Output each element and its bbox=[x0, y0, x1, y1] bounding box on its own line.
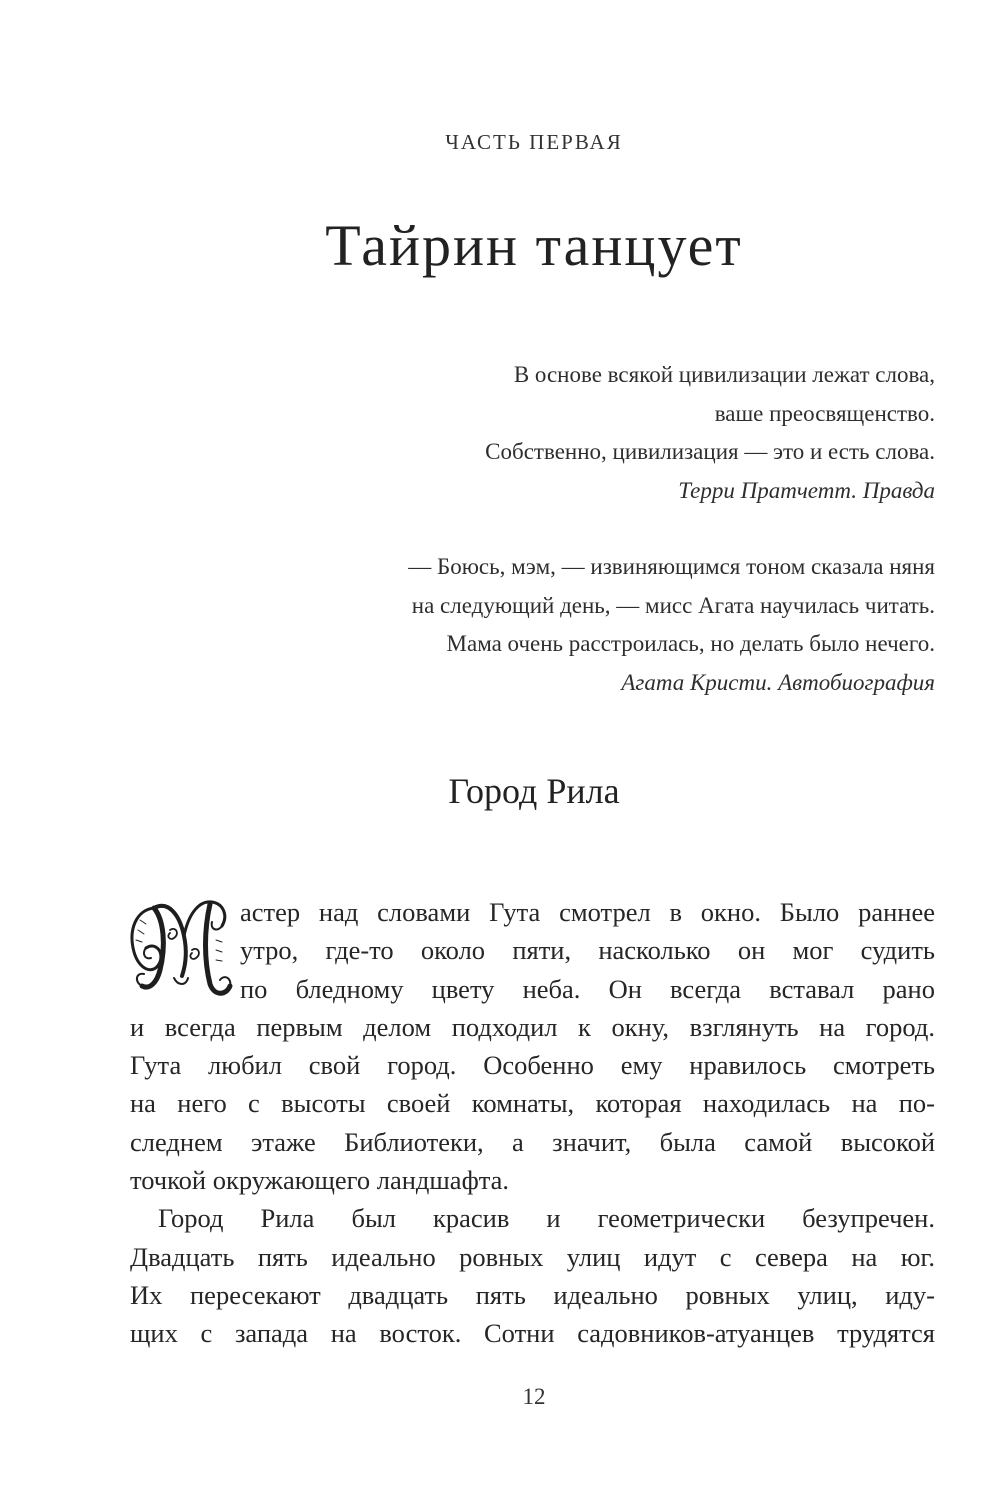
body-line: Их пересекают двадцать пять идеально ровных улиц, иду- bbox=[130, 1279, 935, 1310]
body-line: Двадцать пять идеально ровных улиц идут с севера на юг. bbox=[130, 1241, 935, 1272]
body-line: по бледному цвету неба. Он всегда вставал рано bbox=[240, 973, 935, 1004]
body-line: следнем этаже Библиотеки, а значит, была самой высокой bbox=[130, 1126, 935, 1157]
epigraph-attribution: Агата Кристи. Автобиография bbox=[621, 669, 935, 695]
part-title: Тайрин танцует bbox=[325, 213, 743, 278]
body-line: Город Рила был красив и геометрически безупречен. bbox=[158, 1203, 935, 1234]
body-line: точкой окружающего ландшафта. bbox=[130, 1165, 510, 1196]
body-line: и всегда первым делом подходил к окну, взглянуть на город. bbox=[130, 1011, 935, 1042]
body-text bbox=[130, 893, 935, 1353]
epigraph-line: Собственно, цивилизация — это и есть слова. bbox=[485, 439, 935, 464]
part-label: ЧАСТЬ ПЕРВАЯ bbox=[445, 130, 623, 154]
body-line: щих с запада на восток. Сотни садовников-атуанцев трудятся bbox=[130, 1318, 935, 1349]
page-number: 12 bbox=[522, 1384, 546, 1409]
epigraph-line: Мама очень расстроилась, но делать было нечего. bbox=[446, 631, 935, 656]
epigraph-line: В основе всякой цивилизации лежат слова, bbox=[513, 362, 935, 387]
epigraph-pratchett bbox=[215, 356, 935, 510]
epigraph-line: — Боюсь, мэм, — извиняющимся тоном сказала няня bbox=[408, 554, 935, 579]
epigraph-line: на следующий день, — мисс Агата научилась читать. bbox=[411, 592, 935, 618]
body-line: Гута любил свой город. Особенно ему нравилось смотреть bbox=[130, 1050, 935, 1081]
chapter-title: Город Рила bbox=[448, 771, 620, 811]
body-line: на него с высоты своей комнаты, которая находилась на по- bbox=[130, 1088, 935, 1119]
epigraph-line: ваше преосвященство. bbox=[714, 400, 935, 426]
epigraph-attribution: Терри Пратчетт. Правда bbox=[678, 477, 935, 503]
epigraph-christie bbox=[215, 548, 935, 702]
body-line: утро, где-то около пяти, насколько он мог судить bbox=[240, 935, 935, 966]
body-line: астер над словами Гута смотрел в окно. Было раннее bbox=[240, 897, 935, 927]
